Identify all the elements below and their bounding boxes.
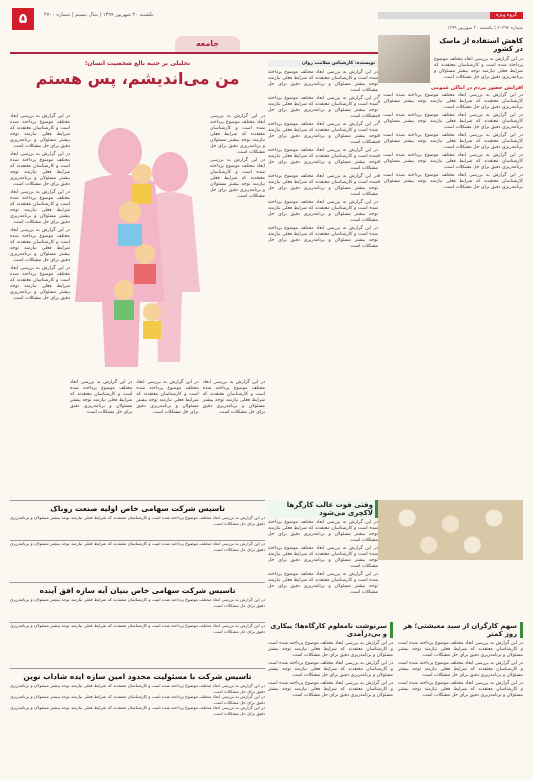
mid-body-2: در این گزارش به بررسی ابعاد مختلف موضوع پرداخته شده است و کارشناسان معتقدند که شرایط فعلی نیازمند توجه بیشتر مسئولان و برنامه‌ریزی دقیق برای حل مشکلات است. (268, 96, 378, 119)
notice-body: در این گزارش به بررسی ابعاد مختلف موضوع پرداخته شده است و کارشناسان معتقدند که شرایط فعلی نیازمند توجه بیشتر مسئولان و برنامه‌ریزی دقیق برای حل مشکلات است. (10, 705, 265, 716)
feature-paragraph: در این گزارش به بررسی ابعاد مختلف موضوع پرداخته شده است و کارشناسان معتقدند که شرایط فعلی نیازمند توجه بیشتر مسئولان و برنامه‌ریزی دقیق برای حل مشکلات است. (10, 228, 70, 263)
bottom-paragraph: در این گزارش به بررسی ابعاد مختلف موضوع پرداخته شده است و کارشناسان معتقدند که شرایط فعلی نیازمند توجه بیشتر مسئولان و برنامه‌ریزی دقیق برای حل مشکلات است. (398, 681, 523, 698)
feature-kicker: تحلیلی بر جنبه بالغ شخصیت انسان؛ (84, 60, 191, 67)
eggs-photo (378, 500, 523, 560)
bottom-columns (268, 622, 523, 701)
bottom-paragraph: در این گزارش به بررسی ابعاد مختلف موضوع پرداخته شده است و کارشناسان معتقدند که شرایط فعلی نیازمند توجه بیشتر مسئولان و برنامه‌ریزی دقیق برای حل مشکلات است. (268, 641, 393, 658)
notice-2 (10, 582, 265, 623)
bottom-articles (268, 622, 523, 772)
bottom-headline-left: سهم کارگران از سبد معیشتی؛ هر روز کمتر (398, 622, 523, 638)
top-bar (378, 12, 523, 19)
news-photo (378, 35, 430, 83)
middle-column (268, 60, 378, 500)
notice-1b (10, 540, 265, 581)
header-rule (10, 52, 378, 54)
feature-paragraph: در این گزارش به بررسی ابعاد مختلف موضوع پرداخته شده است و کارشناسان معتقدند که شرایط فعلی نیازمند توجه بیشتر مسئولان و برنامه‌ریزی دقیق برای حل مشکلات است. (10, 152, 70, 187)
mid-body-4: در این گزارش به بررسی ابعاد مختلف موضوع پرداخته شده است و کارشناسان معتقدند که شرایط فعلی نیازمند توجه بیشتر مسئولان و برنامه‌ریزی دقیق برای حل مشکلات است. (268, 148, 378, 171)
mid-body-3: در این گزارش به بررسی ابعاد مختلف موضوع پرداخته شده است و کارشناسان معتقدند که شرایط فعلی نیازمند توجه بیشتر مسئولان و برنامه‌ریزی دقیق برای حل مشکلات است. (268, 122, 378, 145)
mid-body-6: در این گزارش به بررسی ابعاد مختلف موضوع پرداخته شده است و کارشناسان معتقدند که شرایط فعلی نیازمند توجه بیشتر مسئولان و برنامه‌ریزی دقیق برای حل مشکلات است. (268, 200, 378, 223)
notice-2b (10, 622, 265, 663)
right-body-4: در این گزارش به بررسی ابعاد مختلف موضوع پرداخته شده است و کارشناسان معتقدند که شرایط فعلی نیازمند توجه بیشتر مسئولان و برنامه‌ریزی دقیق برای حل مشکلات است. (378, 133, 523, 150)
right-body: در این گزارش به بررسی ابعاد مختلف موضوع پرداخته شده است و کارشناسان معتقدند که شرایط فعلی نیازمند توجه بیشتر مسئولان و برنامه‌ریزی دقیق برای حل مشکلات است. (434, 57, 523, 80)
date-line: یکشنبه ۳۰ شهریور ۱۳۹۹ | سال بیستم | شماره ۴۷۰۰ (44, 12, 154, 18)
feature-paragraph: در این گزارش به بررسی ابعاد مختلف موضوع پرداخته شده است و کارشناسان معتقدند که شرایط فعلی نیازمند توجه بیشتر مسئولان و برنامه‌ریزی دقیق برای حل مشکلات است. (70, 380, 133, 415)
page-number: ۵ (12, 8, 34, 30)
feature-article (10, 60, 265, 500)
right-body-6: در این گزارش به بررسی ابعاد مختلف موضوع پرداخته شده است و کارشناسان معتقدند که شرایط فعلی نیازمند توجه بیشتر مسئولان و برنامه‌ریزی دقیق برای حل مشکلات است. (378, 173, 523, 190)
right-subhead: افزایش حضور مردم در اماکن عمومی (430, 85, 523, 91)
bottom-article-right (268, 622, 393, 701)
lower-article (268, 500, 378, 620)
notice-title: تاسیس شرکت با مسئولیت محدود امین سازه ایده شاداب نوین (23, 672, 252, 681)
feature-paragraph: در این گزارش به بررسی ابعاد مختلف موضوع پرداخته شده است و کارشناسان معتقدند که شرایط فعلی نیازمند توجه بیشتر مسئولان و برنامه‌ریزی دقیق برای حل مشکلات است. (210, 114, 265, 155)
author-line: نویسنده: کارشناس سلامت روان (268, 60, 378, 67)
notice-body: در این گزارش به بررسی ابعاد مختلف موضوع پرداخته شده است و کارشناسان معتقدند که شرایط فعلی نیازمند توجه بیشتر مسئولان و برنامه‌ریزی دقیق برای حل مشکلات است. (10, 597, 265, 608)
bottom-paragraph: در این گزارش به بررسی ابعاد مختلف موضوع پرداخته شده است و کارشناسان معتقدند که شرایط فعلی نیازمند توجه بیشتر مسئولان و برنامه‌ریزی دقیق برای حل مشکلات است. (268, 661, 393, 678)
feature-paragraph: در این گزارش به بررسی ابعاد مختلف موضوع پرداخته شده است و کارشناسان معتقدند که شرایط فعلی نیازمند توجه بیشتر مسئولان و برنامه‌ریزی دقیق برای حل مشکلات است. (210, 158, 265, 199)
mid-body-1: در این گزارش به بررسی ابعاد مختلف موضوع پرداخته شده است و کارشناسان معتقدند که شرایط فعلی نیازمند توجه بیشتر مسئولان و برنامه‌ریزی دقیق برای حل مشکلات است. (268, 70, 378, 93)
feature-paragraph: در این گزارش به بررسی ابعاد مختلف موضوع پرداخته شده است و کارشناسان معتقدند که شرایط فعلی نیازمند توجه بیشتر مسئولان و برنامه‌ریزی دقیق برای حل مشکلات است. (10, 190, 70, 225)
bottom-headline-right: سرنوشت نامعلوم کارگاه‌ها؛ بیکاری و بی‌درآمدی (268, 622, 393, 638)
feature-paragraph: در این گزارش به بررسی ابعاد مختلف موضوع پرداخته شده است و کارشناسان معتقدند که شرایط فعلی نیازمند توجه بیشتر مسئولان و برنامه‌ریزی دقیق برای حل مشکلات است. (136, 380, 199, 415)
feature-paragraph: در این گزارش به بررسی ابعاد مختلف موضوع پرداخته شده است و کارشناسان معتقدند که شرایط فعلی نیازمند توجه بیشتر مسئولان و برنامه‌ریزی دقیق برای حل مشکلات است. (202, 380, 265, 415)
mid-body-5: در این گزارش به بررسی ابعاد مختلف موضوع پرداخته شده است و کارشناسان معتقدند که شرایط فعلی نیازمند توجه بیشتر مسئولان و برنامه‌ریزی دقیق برای حل مشکلات است. (268, 174, 378, 197)
top-bar-label: گروه ویژه (490, 12, 523, 19)
right-body-2: در این گزارش به بررسی ابعاد مختلف موضوع پرداخته شده است و کارشناسان معتقدند که شرایط فعلی نیازمند توجه بیشتر مسئولان و برنامه‌ریزی دقیق برای حل مشکلات است. (378, 93, 523, 110)
lower-paragraph: در این گزارش به بررسی ابعاد مختلف موضوع پرداخته شده است و کارشناسان معتقدند که شرایط فعلی نیازمند توجه بیشتر مسئولان و برنامه‌ریزی دقیق برای حل مشکلات است. (268, 572, 378, 595)
feature-paragraph: در این گزارش به بررسی ابعاد مختلف موضوع پرداخته شده است و کارشناسان معتقدند که شرایط فعلی نیازمند توجه بیشتر مسئولان و برنامه‌ریزی دقیق برای حل مشکلات است. (10, 114, 70, 149)
bottom-paragraph: در این گزارش به بررسی ابعاد مختلف موضوع پرداخته شده است و کارشناسان معتقدند که شرایط فعلی نیازمند توجه بیشتر مسئولان و برنامه‌ریزی دقیق برای حل مشکلات است. (398, 661, 523, 678)
feature-title: من می‌اندیشم، پس هستم (35, 69, 240, 88)
feature-text-right (210, 112, 265, 262)
lower-headline: وقتی قوت غالب کارگرها لاکچری می‌شود (268, 500, 378, 518)
right-body-3: در این گزارش به بررسی ابعاد مختلف موضوع پرداخته شده است و کارشناسان معتقدند که شرایط فعلی نیازمند توجه بیشتر مسئولان و برنامه‌ریزی دقیق برای حل مشکلات است. (378, 113, 523, 130)
lower-paragraph: در این گزارش به بررسی ابعاد مختلف موضوع پرداخته شده است و کارشناسان معتقدند که شرایط فعلی نیازمند توجه بیشتر مسئولان و برنامه‌ریزی دقیق برای حل مشکلات است. (268, 546, 378, 569)
right-meta: شماره ۲۰۳۹۲ | یکشنبه ۳۰ شهریور ۱۳۹۹ (447, 26, 523, 31)
notice-3 (10, 668, 265, 769)
right-body-5: در این گزارش به بررسی ابعاد مختلف موضوع پرداخته شده است و کارشناسان معتقدند که شرایط فعلی نیازمند توجه بیشتر مسئولان و برنامه‌ریزی دقیق برای حل مشکلات است. (378, 153, 523, 170)
notice-body: در این گزارش به بررسی ابعاد مختلف موضوع پرداخته شده است و کارشناسان معتقدند که شرایط فعلی نیازمند توجه بیشتر مسئولان و برنامه‌ریزی دقیق برای حل مشکلات است. (10, 623, 265, 634)
section-tab: جامعه (175, 36, 240, 52)
lower-paragraph: در این گزارش به بررسی ابعاد مختلف موضوع پرداخته شده است و کارشناسان معتقدند که شرایط فعلی نیازمند توجه بیشتر مسئولان و برنامه‌ریزی دقیق برای حل مشکلات است. (268, 520, 378, 543)
feature-paragraph: در این گزارش به بررسی ابعاد مختلف موضوع پرداخته شده است و کارشناسان معتقدند که شرایط فعلی نیازمند توجه بیشتر مسئولان و برنامه‌ریزی دقیق برای حل مشکلات است. (10, 266, 70, 301)
right-headline: کاهش استفاده از ماسک در کشور (439, 37, 523, 53)
notice-title: تاسیس شرکت سهامی خاص بنیان آیه سازه افق آینده (39, 586, 236, 595)
notice-title: تاسیس شرکت سهامی خاص اولیه صنعت روناک (50, 504, 225, 513)
bottom-article-left (398, 622, 523, 701)
notice-body: در این گزارش به بررسی ابعاد مختلف موضوع پرداخته شده است و کارشناسان معتقدند که شرایط فعلی نیازمند توجه بیشتر مسئولان و برنامه‌ریزی دقیق برای حل مشکلات است. (10, 515, 265, 526)
notice-body: در این گزارش به بررسی ابعاد مختلف موضوع پرداخته شده است و کارشناسان معتقدند که شرایط فعلی نیازمند توجه بیشتر مسئولان و برنامه‌ریزی دقیق برای حل مشکلات است. (10, 683, 265, 694)
bottom-paragraph: در این گزارش به بررسی ابعاد مختلف موضوع پرداخته شده است و کارشناسان معتقدند که شرایط فعلی نیازمند توجه بیشتر مسئولان و برنامه‌ریزی دقیق برای حل مشکلات است. (268, 681, 393, 698)
feature-text-bottom (70, 380, 265, 490)
feature-text-left (10, 112, 70, 492)
notice-body: در این گزارش به بررسی ابعاد مختلف موضوع پرداخته شده است و کارشناسان معتقدند که شرایط فعلی نیازمند توجه بیشتر مسئولان و برنامه‌ریزی دقیق برای حل مشکلات است. (10, 541, 265, 552)
notice-body: در این گزارش به بررسی ابعاد مختلف موضوع پرداخته شده است و کارشناسان معتقدند که شرایط فعلی نیازمند توجه بیشتر مسئولان و برنامه‌ریزی دقیق برای حل مشکلات است. (10, 694, 265, 705)
mid-body-7: در این گزارش به بررسی ابعاد مختلف موضوع پرداخته شده است و کارشناسان معتقدند که شرایط فعلی نیازمند توجه بیشتر مسئولان و برنامه‌ریزی دقیق برای حل مشکلات است. (268, 226, 378, 249)
bottom-paragraph: در این گزارش به بررسی ابعاد مختلف موضوع پرداخته شده است و کارشناسان معتقدند که شرایط فعلی نیازمند توجه بیشتر مسئولان و برنامه‌ریزی دقیق برای حل مشکلات است. (398, 641, 523, 658)
notice-1 (10, 500, 265, 541)
feature-illustration (70, 112, 210, 372)
